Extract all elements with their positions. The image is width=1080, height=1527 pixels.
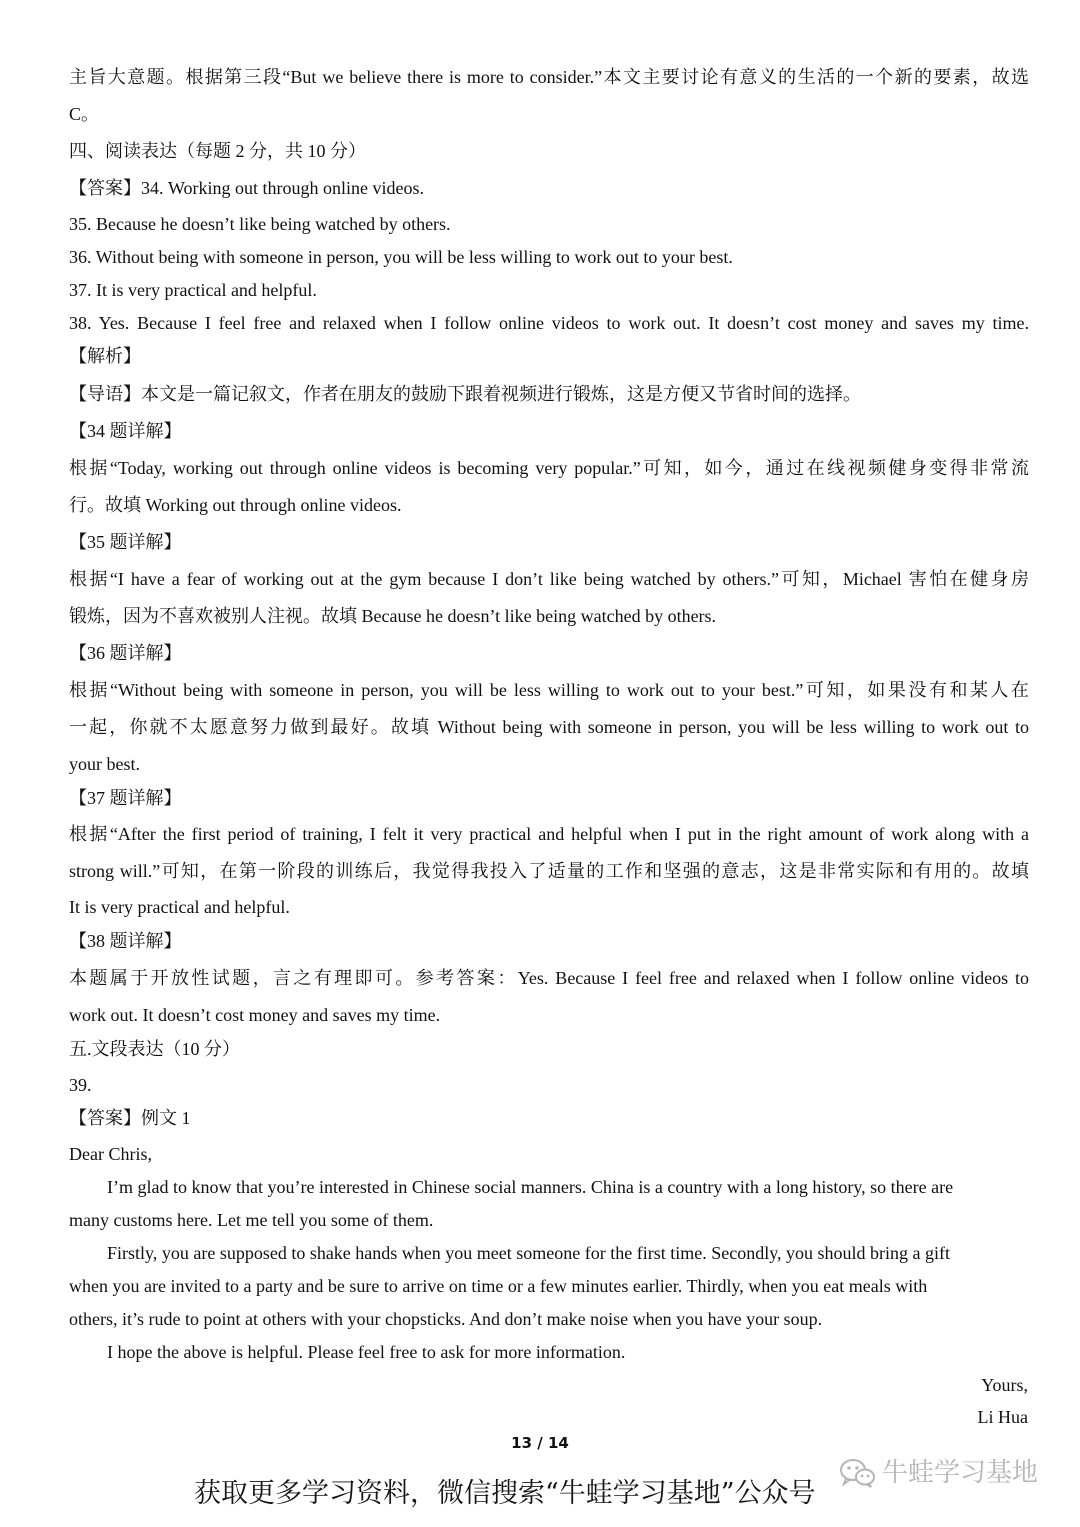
section-heading: 五.文段表达（10 分）: [69, 1039, 240, 1059]
wechat-icon: [838, 1457, 876, 1489]
question-heading: 【38 题详解】: [69, 931, 182, 951]
answer-line: 【答案】例文 1: [69, 1108, 191, 1128]
letter-paragraph: Firstly, you are supposed to shake hands when you meet someone for the first time. Secondly, you should bring a gift: [107, 1243, 951, 1263]
footer-promo: 获取更多学习资料，微信搜索“牛蛙学习基地”公众号: [194, 1478, 816, 1509]
letter-paragraph: many customs here. Let me tell you some of them.: [69, 1210, 434, 1230]
analysis-heading: 【解析】: [69, 346, 141, 366]
text-line: 【导语】本文是一篇记叙文，作者在朋友的鼓励下跟着视频进行锻炼，这是方便又节省时间的选择。: [69, 384, 861, 404]
letter-closing: Yours,: [981, 1375, 1028, 1395]
text-line: 根据“Today, working out through online videos is becoming very popular.”可知，如今，通过在线视频健身变得非常流: [69, 458, 1029, 478]
text-line: 主旨大意题。根据第三段“But we believe there is more to consider.”本文主要讨论有意义的生活的一个新的要素，故选: [69, 67, 1029, 87]
question-heading: 【36 题详解】: [69, 643, 182, 663]
letter-paragraph: I’m glad to know that you’re interested in Chinese social manners. China is a country with a long history, so there are: [107, 1177, 954, 1197]
text-line: 根据“Without being with someone in person, you will be less willing to work out to your best.”可知，如果没有和某人在: [69, 680, 1029, 700]
answer-line: 35. Because he doesn’t like being watched by others.: [69, 214, 451, 234]
question-number: 39.: [69, 1075, 92, 1095]
text-line: 行。故填 Working out through online videos.: [69, 495, 402, 515]
answer-line: 36. Without being with someone in person, you will be less willing to work out to your best.: [69, 247, 733, 267]
letter-paragraph: I hope the above is helpful. Please feel free to ask for more information.: [107, 1342, 626, 1362]
letter-signature: Li Hua: [977, 1407, 1028, 1427]
text-line: 根据“After the first period of training, I felt it very practical and helpful when I put in the right amount of work along with a: [69, 824, 1029, 844]
answer-line: 37. It is very practical and helpful.: [69, 280, 317, 300]
text-line: 锻炼，因为不喜欢被别人注视。故填 Because he doesn’t like being watched by others.: [69, 606, 717, 626]
text-line: strong will.”可知，在第一阶段的训练后，我觉得我投入了适量的工作和坚强的意志，这是非常实际和有用的。故填: [69, 861, 1029, 881]
letter-paragraph: when you are invited to a party and be sure to arrive on time or a few minutes earlier. Thirdly, when you eat meals with: [69, 1276, 928, 1296]
letter-paragraph: others, it’s rude to point at others with your chopsticks. And don’t make noise when you have your soup.: [69, 1309, 823, 1329]
watermark: [838, 1457, 1038, 1489]
text-line: It is very practical and helpful.: [69, 897, 290, 917]
text-line: 一起，你就不太愿意努力做到最好。故填 Without being with someone in person, you will be less willing to work out to: [69, 717, 1029, 737]
text-line: work out. It doesn’t cost money and saves my time.: [69, 1005, 441, 1025]
watermark-text: 牛蛙学习基地: [882, 1458, 1039, 1488]
answer-line: 【答案】34. Working out through online videos.: [69, 178, 425, 198]
question-heading: 【35 题详解】: [69, 532, 182, 552]
answer-line: 38. Yes. Because I feel free and relaxed when I follow online videos to work out. It doesn’t cost money and saves my time.: [69, 313, 1029, 333]
page-number: 13 / 14: [511, 1434, 569, 1452]
question-heading: 【37 题详解】: [69, 788, 182, 808]
text-line: C。: [69, 104, 100, 124]
text-line: your best.: [69, 754, 140, 774]
letter-salutation: Dear Chris,: [69, 1144, 152, 1164]
section-heading: 四、阅读表达（每题 2 分，共 10 分）: [69, 141, 366, 161]
question-heading: 【34 题详解】: [69, 421, 182, 441]
text-line: 根据“I have a fear of working out at the gym because I don’t like being watched by others.”可知，Michael 害怕在健身房: [69, 569, 1029, 589]
text-line: 本题属于开放性试题，言之有理即可。参考答案：Yes. Because I feel free and relaxed when I follow online videos to: [69, 968, 1029, 988]
